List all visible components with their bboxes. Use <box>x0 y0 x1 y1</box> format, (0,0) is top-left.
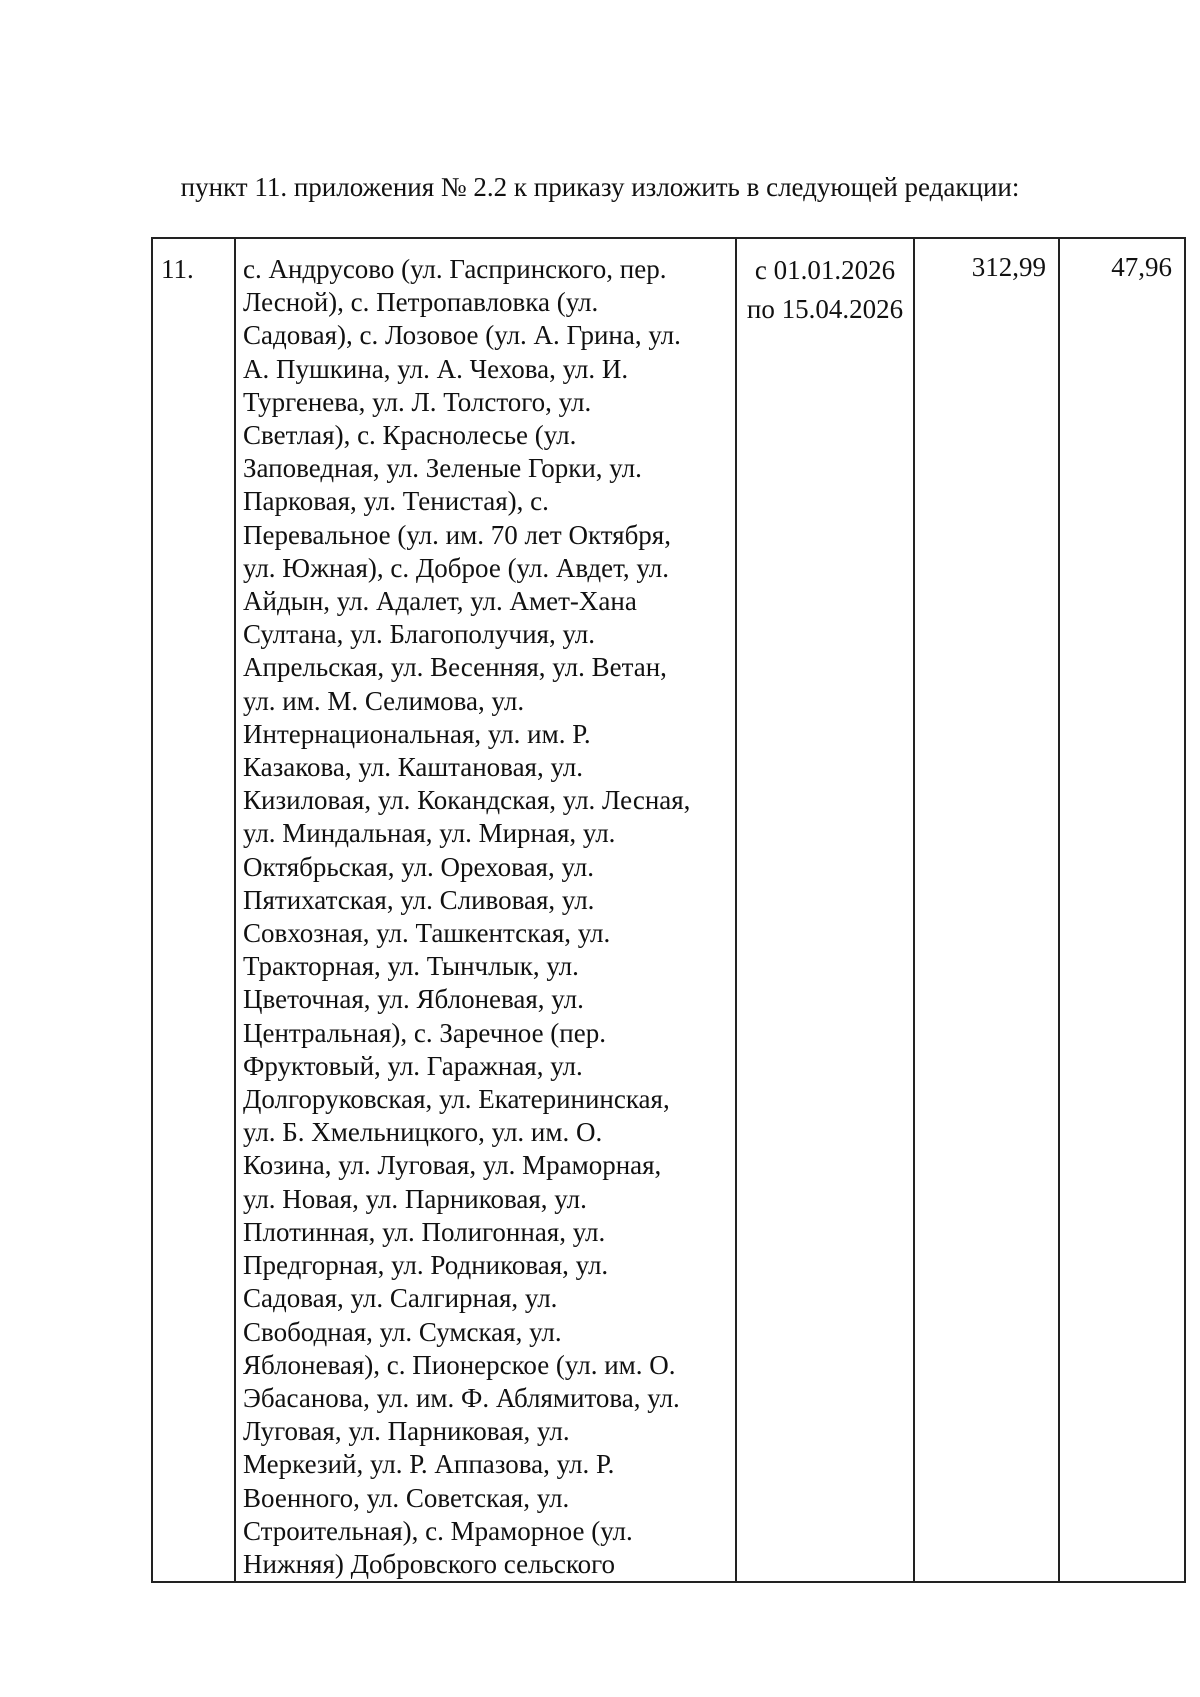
address-line: Пятихатская, ул. Сливовая, ул. <box>243 884 595 915</box>
address-line: ул. им. М. Селимова, ул. <box>243 685 525 716</box>
address-line: Садовая, ул. Салгирная, ул. <box>243 1283 558 1314</box>
address-line: Козина, ул. Луговая, ул. Мраморная, <box>243 1150 662 1181</box>
address-line: Эбасанова, ул. им. Ф. Аблямитова, ул. <box>243 1382 680 1413</box>
address-line: Центральная), с. Заречное (пер. <box>243 1017 606 1048</box>
value-1-cell: 312,99 <box>914 238 1059 1582</box>
address-line: Парковая, ул. Тенистая), с. <box>243 486 549 517</box>
address-line: ул. Б. Хмельницкого, ул. им. О. <box>243 1117 603 1148</box>
address-line: Луговая, ул. Парниковая, ул. <box>243 1416 570 1447</box>
address-line: Апрельская, ул. Весенняя, ул. Ветан, <box>243 652 667 683</box>
address-line: Предгорная, ул. Родниковая, ул. <box>243 1250 609 1281</box>
address-line: ул. Новая, ул. Парниковая, ул. <box>243 1183 587 1214</box>
address-line: Интернациональная, ул. им. Р. <box>243 718 591 749</box>
address-line: Плотинная, ул. Полигонная, ул. <box>243 1216 606 1247</box>
address-line: Октябрьская, ул. Ореховая, ул. <box>243 851 594 882</box>
document-heading: пункт 11. приложения № 2.2 к приказу изложить в следующей редакции: <box>180 172 1020 202</box>
address-text <box>243 253 729 1581</box>
period-cell <box>736 238 914 1582</box>
address-cell <box>235 238 736 1582</box>
address-line: Нижняя) Добровского сельского <box>243 1548 615 1579</box>
address-line: Казакова, ул. Каштановая, ул. <box>243 752 584 783</box>
address-line: Тургенева, ул. Л. Толстого, ул. <box>243 386 592 417</box>
tariff-table <box>151 237 1186 1583</box>
address-line: Свободная, ул. Сумская, ул. <box>243 1316 562 1347</box>
address-line: Тракторная, ул. Тынчлык, ул. <box>243 951 579 982</box>
address-line: ул. Миндальная, ул. Мирная, ул. <box>243 818 616 849</box>
address-line: Светлая), с. Краснолесье (ул. <box>243 420 577 451</box>
address-line: с. Андрусово (ул. Гаспринского, пер. <box>243 254 667 284</box>
address-line: Айдын, ул. Адалет, ул. Амет-Хана <box>243 586 637 617</box>
period-to: по 15.04.2026 <box>746 294 904 324</box>
address-line: Фруктовый, ул. Гаражная, ул. <box>243 1050 583 1081</box>
address-line: Перевальное (ул. им. 70 лет Октября, <box>243 519 671 550</box>
address-line: Цветочная, ул. Яблоневая, ул. <box>243 984 584 1015</box>
address-line: Яблоневая), с. Пионерское (ул. им. О. <box>243 1349 676 1380</box>
value-2-cell: 47,96 <box>1059 238 1185 1582</box>
address-line: Строительная), с. Мраморное (ул. <box>243 1515 633 1546</box>
address-line: Султана, ул. Благополучия, ул. <box>243 619 596 650</box>
address-line: Садовая), с. Лозовое (ул. А. Грина, ул. <box>243 320 681 351</box>
address-line: ул. Южная), с. Доброе (ул. Авдет, ул. <box>243 552 669 583</box>
period-from: с 01.01.2026 <box>754 255 896 285</box>
address-line: Долгоруковская, ул. Екатерининская, <box>243 1084 670 1115</box>
row-number-cell: 11. <box>152 238 235 1582</box>
address-line: А. Пушкина, ул. А. Чехова, ул. И. <box>243 353 629 384</box>
address-line: Кизиловая, ул. Кокандская, ул. Лесная, <box>243 785 691 816</box>
address-line: Военного, ул. Советская, ул. <box>243 1482 570 1513</box>
address-line: Лесной), с. Петропавловка (ул. <box>243 287 599 318</box>
address-line: Совхозная, ул. Ташкентская, ул. <box>243 918 611 949</box>
address-line: Заповедная, ул. Зеленые Горки, ул. <box>243 453 642 484</box>
address-line: Меркезий, ул. Р. Аппазова, ул. Р. <box>243 1449 615 1480</box>
table-row <box>152 238 1185 1582</box>
